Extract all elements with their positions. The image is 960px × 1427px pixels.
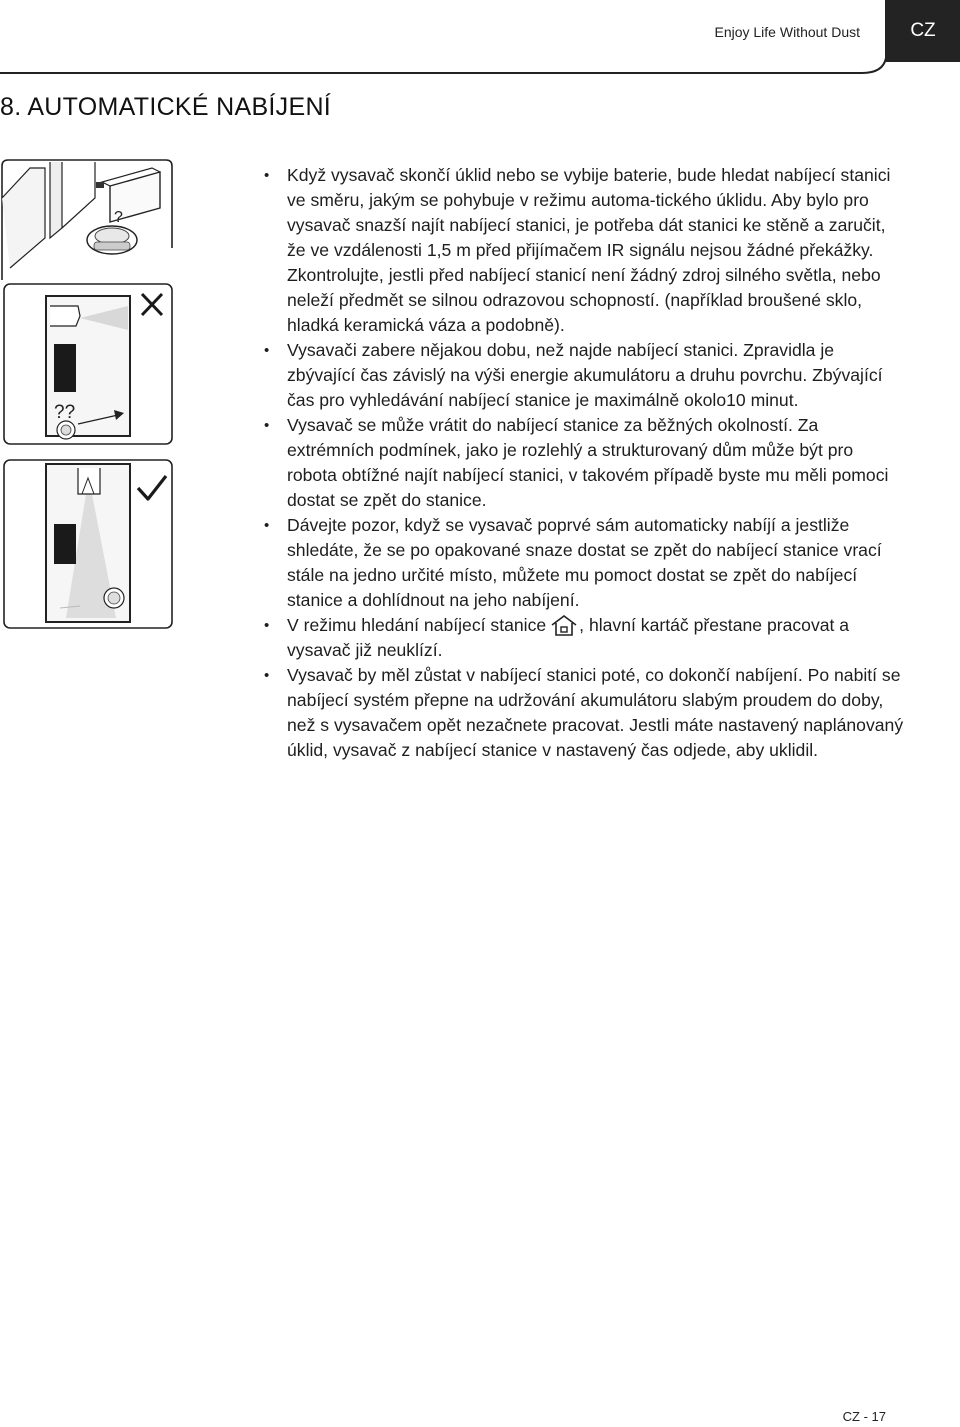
list-item-text: , hlavní kartáč přestane pracovat a vysavač již neuklízí. [287,615,850,660]
language-tab: CZ [886,0,960,62]
list-item-text: V režimu hledání nabíjecí stanice [287,615,547,635]
list-item: • Vysavač by měl zůstat v nabíjecí stanici poté, co dokončí nabíjení. Po nabití se nabíjecí systém přepne na udržování akumulátoru slabým proudem do doby, než s vysavačem opět nezačnete pracovat. Jestli máte nastavený naplánovaný úklid, vysavač z nabíjecí stanice v nastavený čas odjede, aby uklidil. [264,663,904,763]
question-mark: ? [114,209,123,226]
list-item: • Vysavač se může vrátit do nabíjecí stanice za běžných okolností. Za extrémních podmínek, jako je rozlehlý a strukturovaný dům může být pro robota obtížné najít nabíjecí stanici, v takovém případě byste mu měli pomoci dostat se zpět do stanice. [264,413,904,513]
list-item: • Vysavači zabere nějakou dobu, než najde nabíjecí stanici. Zpravidla je zbývající čas závislý na výši energie akumulátoru a druhu povrchu. Zbývající čas pro vyhledávání nabíjecí stanice je maximálně okolo10 minut. [264,338,904,413]
page-number: CZ - 17 [842,1409,886,1424]
list-item: • Když vysavač skončí úklid nebo se vybije baterie, bude hledat nabíjecí stanici ve směru, jakým se pohybuje v režimu automa-tického úklidu. Aby bylo pro vysavač snazší najít nabíjecí stanici, je potřeba dát stanici ke stěně a zaručit, že ve vzdálenosti 1,5 m před přijímačem IR signálu nejsou žádné překážky. Zkontrolujte, jestli před nabíjecí stanicí není žádný zdroj silného světla, nebo neleží předmět se silnou odrazovou schopností. (například broušené sklo, hladká keramická váza a podobně). [264,163,904,338]
header-rule [0,0,960,80]
room-corner-illustration [2,160,172,280]
wrong-placement-illustration [4,284,172,444]
header-tagline: Enjoy Life Without Dust [714,24,860,40]
list-item: • Dávejte pozor, když se vysavač poprvé sám automaticky nabíjí a jestliže shledáte, že se po opakované snaze dostat se zpět do nabíjecí stanice vrací stále na jedno určité místo, můžete mu pomoct dostat se zpět do nabíjecí stanice a dohlídnout na jeho nabíjení. [264,513,904,613]
section-title: 8. AUTOMATICKÉ NABÍJENÍ [0,93,332,121]
instructions-list [264,163,904,763]
correct-placement-illustration [4,460,172,628]
list-item [264,613,904,663]
docking-illustrations [0,158,176,632]
question-marks: ?? [54,402,76,423]
home-icon [550,614,578,636]
